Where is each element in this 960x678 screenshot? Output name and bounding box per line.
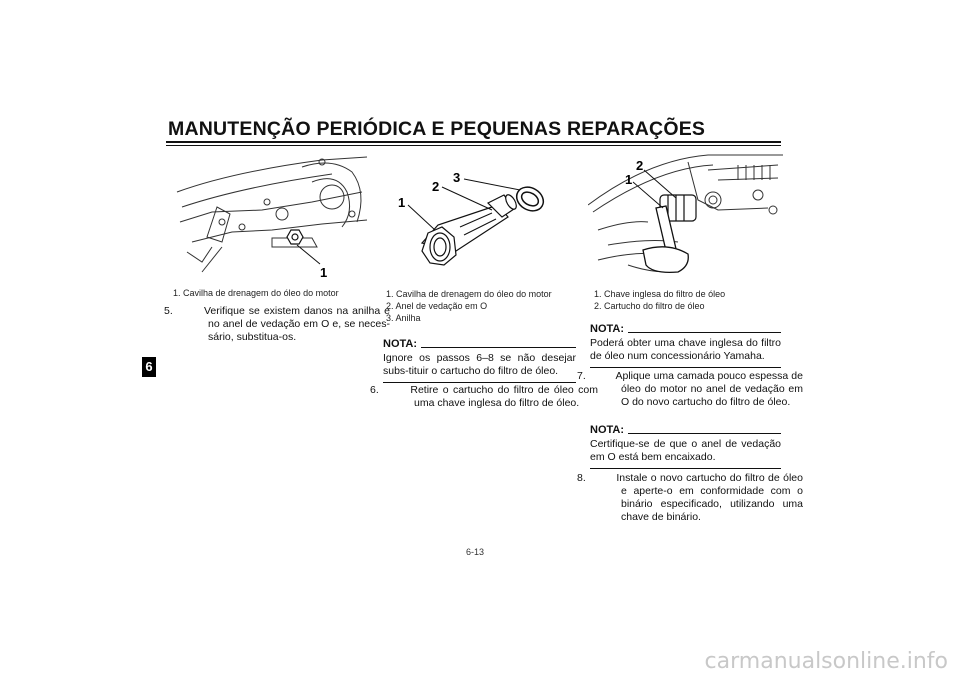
caption-item: 1. Cavilha de drenagem do óleo do motor — [173, 288, 339, 298]
figure-caption — [173, 287, 339, 299]
step-text: Aplique uma camada pouco espessa de óleo do motor no anel de vedação em O do novo cartucho do filtro de óleo. — [615, 370, 803, 408]
nota-end-rule — [590, 468, 781, 469]
nota-title: NOTA: — [383, 338, 418, 350]
step-number: 5. — [164, 305, 173, 317]
step-text: Verifique se existem danos na anilha e no anel de vedação em O e, se neces-sário, substitua-os. — [203, 305, 390, 343]
drain-bolt-oring-washer-illustration — [380, 165, 570, 277]
nota-rule — [628, 433, 781, 434]
header-rule — [166, 141, 781, 143]
nota-text: Certifique-se de que o anel de vedação em O está bem encaixado. — [590, 438, 781, 463]
nota-box — [590, 424, 781, 469]
nota-rule — [421, 347, 576, 348]
callout-3: 3 — [453, 170, 461, 185]
header-rule-thin — [166, 145, 781, 146]
step-5 — [164, 305, 390, 344]
step-text: Instale o novo cartucho do filtro de óleo e aperte-o em conformidade com o binário especificado, utilizando uma chave de binário. — [616, 472, 803, 523]
nota-box — [590, 323, 781, 368]
oil-filter-wrench-illustration — [588, 150, 783, 280]
step-number: 8. — [577, 472, 586, 484]
nota-text: Poderá obter uma chave inglesa do filtro de óleo num concessionário Yamaha. — [590, 337, 781, 362]
step-text: Retire o cartucho do filtro de óleo com uma chave inglesa do filtro de óleo. — [410, 384, 598, 409]
step-number: 7. — [577, 370, 586, 382]
caption-item: 2. Anel de vedação em O — [386, 301, 488, 311]
step-8 — [577, 472, 803, 524]
step-number: 6. — [370, 384, 379, 396]
caption-item: 1. Chave inglesa do filtro de óleo — [594, 289, 726, 299]
page-number: 6-13 — [466, 547, 485, 557]
page-title: MANUTENÇÃO PERIÓDICA E PEQUENAS REPARAÇÕES — [168, 118, 706, 140]
caption-item: 2. Cartucho do filtro de óleo — [594, 301, 705, 311]
callout-1: 1 — [625, 172, 633, 187]
step-6 — [370, 384, 598, 410]
nota-rule — [628, 332, 781, 333]
callout-2: 2 — [636, 158, 644, 173]
callout-2: 2 — [432, 179, 440, 194]
nota-title: NOTA: — [590, 323, 625, 335]
nota-text: Ignore os passos 6–8 se não desejar subs-tituir o cartucho do filtro de óleo. — [383, 352, 576, 377]
watermark[interactable]: carmanualsonline.info — [704, 649, 948, 674]
chapter-tab: 6 — [142, 357, 156, 377]
nota-end-rule — [590, 367, 781, 368]
callout-1: 1 — [398, 195, 406, 210]
callout-1: 1 — [320, 265, 328, 280]
caption-item: 1. Cavilha de drenagem do óleo do motor — [386, 289, 552, 299]
caption-item: 3. Anilha — [386, 313, 421, 323]
engine-drain-bolt-illustration — [172, 152, 372, 280]
figure-caption — [386, 288, 552, 324]
nota-title: NOTA: — [590, 424, 625, 436]
figure-caption — [594, 288, 725, 312]
step-7 — [577, 370, 803, 409]
nota-end-rule — [383, 382, 576, 383]
nota-box — [383, 338, 576, 383]
